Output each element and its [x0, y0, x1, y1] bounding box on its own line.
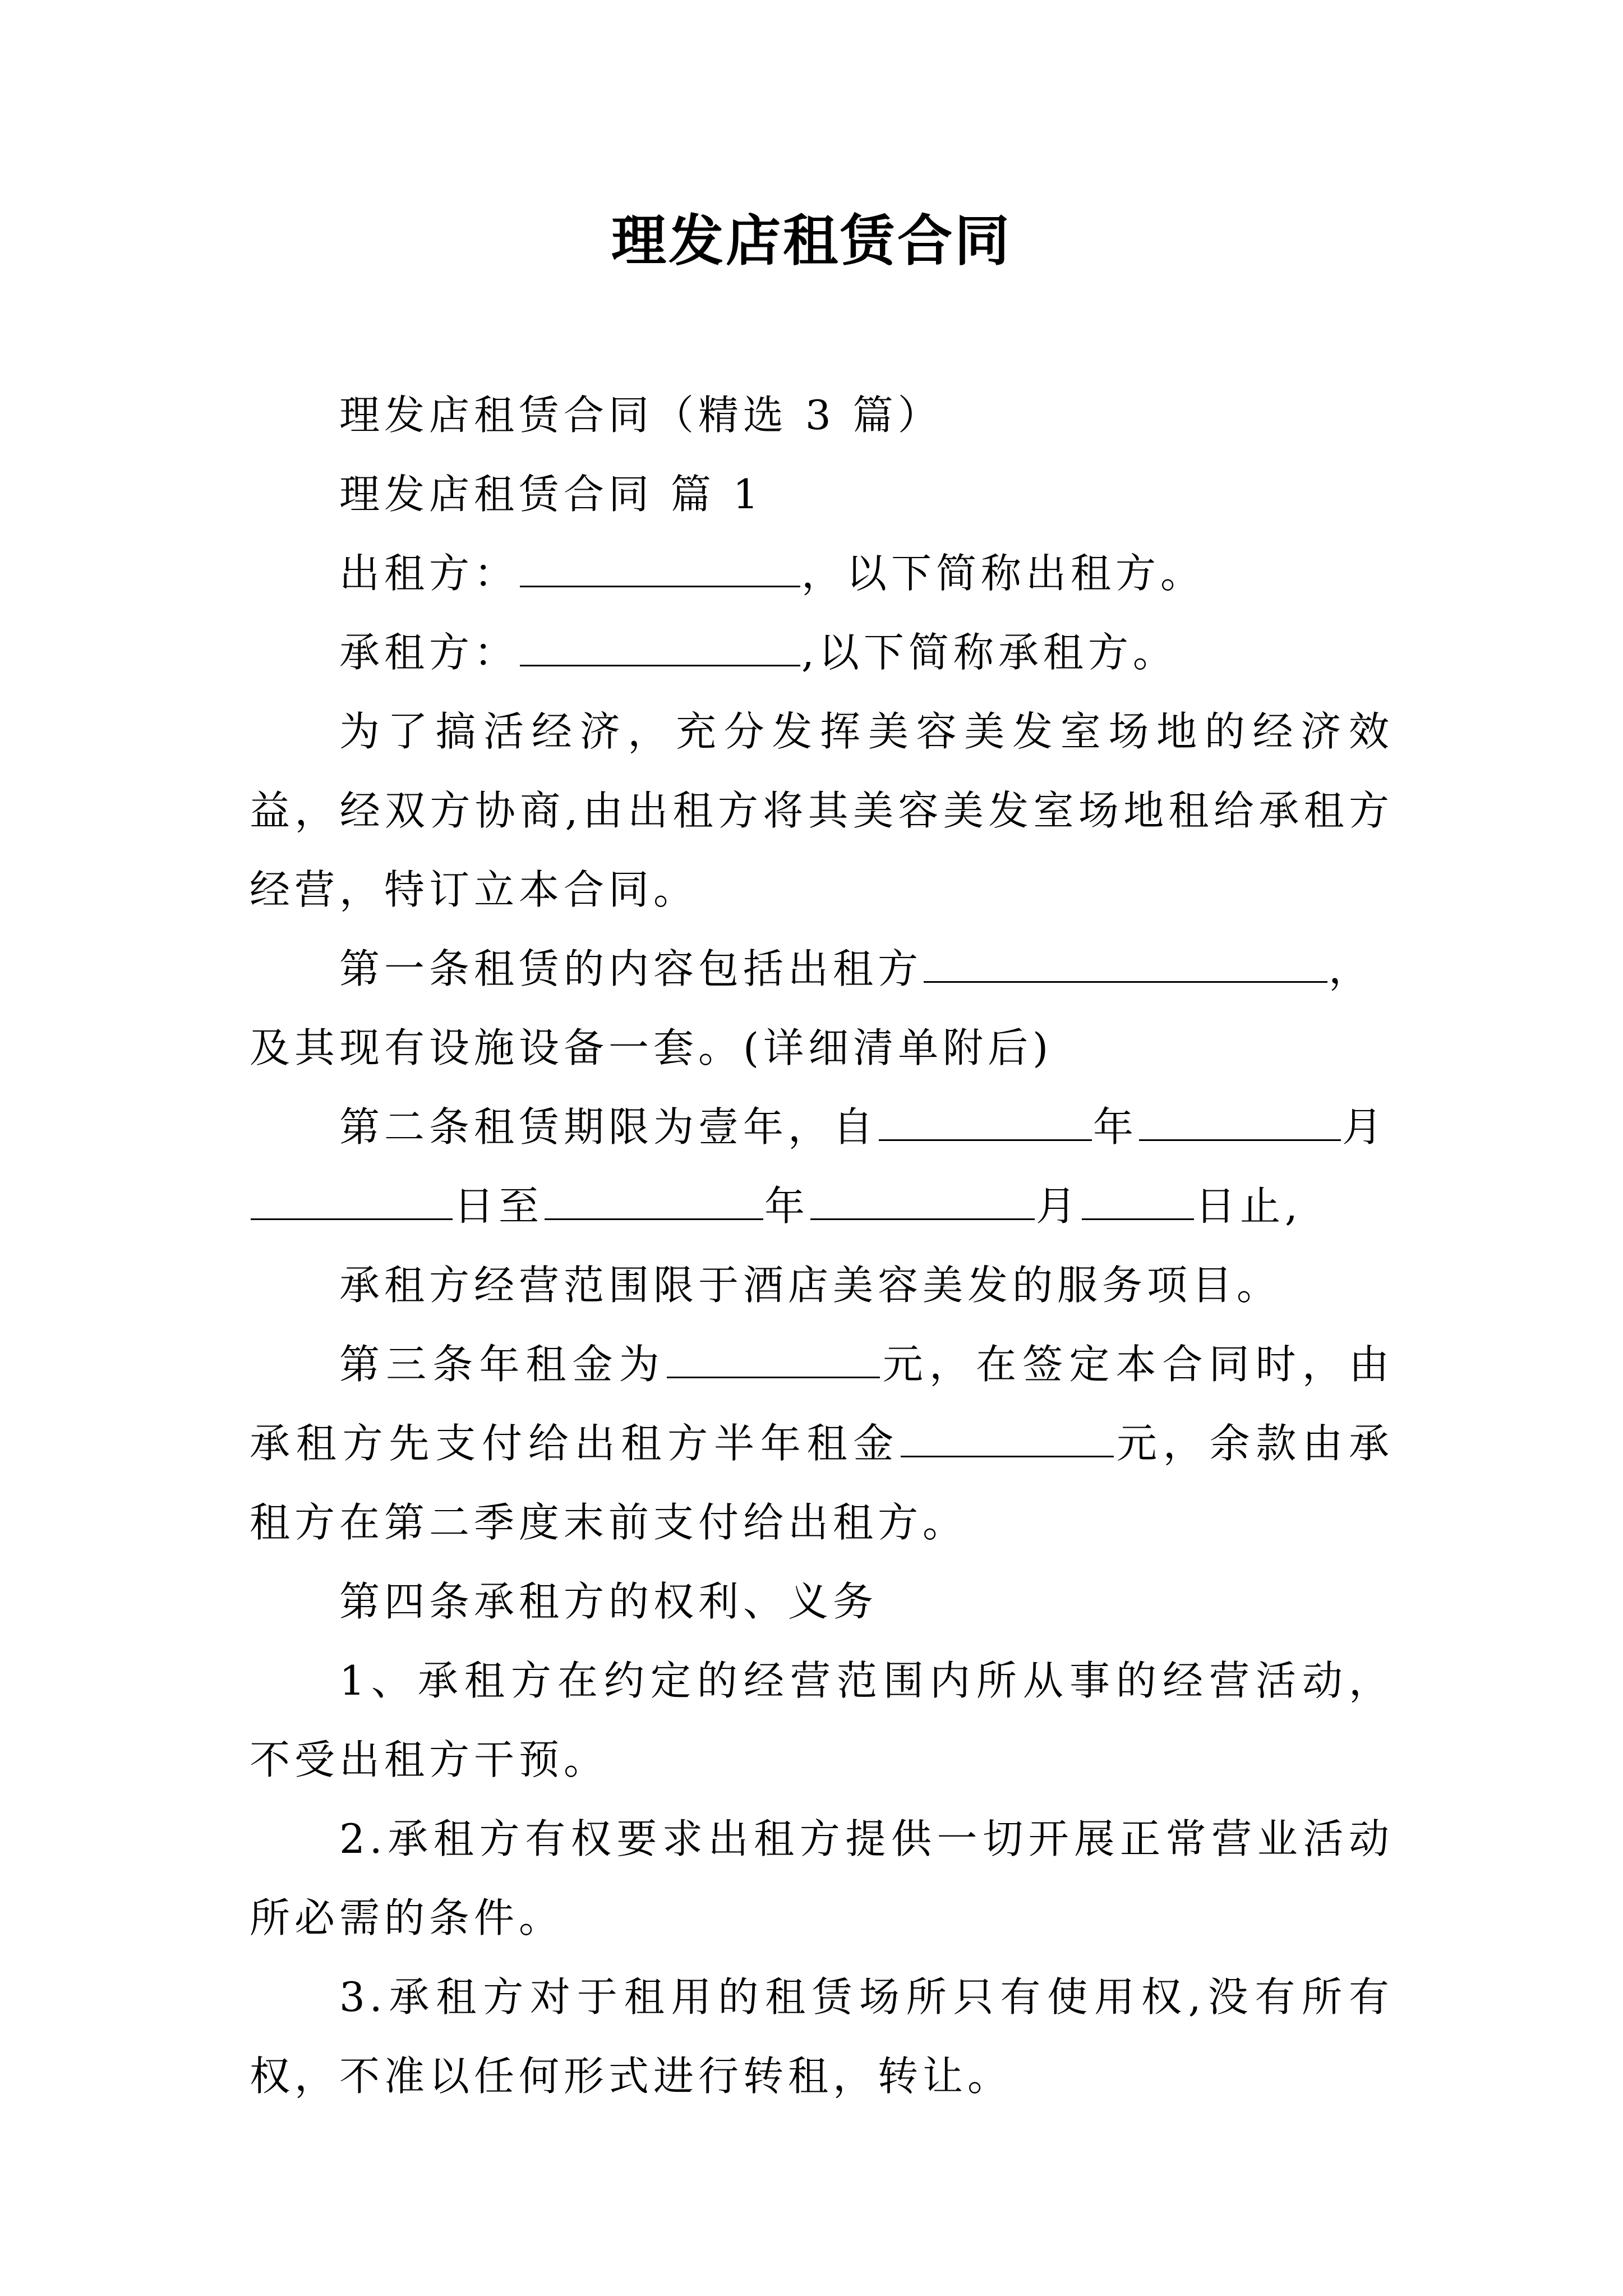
- lessor-blank: [520, 541, 800, 587]
- start-day-blank: [251, 1174, 453, 1220]
- document-body: [250, 376, 1394, 2116]
- article-3-end: 元，余款由承租方在第二季度末前支付给出租方。: [250, 1420, 1394, 1546]
- paragraph-clause-3: 3.承租方对于租用的租赁场所只有使用权,没有所有权，不准以任何形式进行转租，转让。: [250, 1973, 1394, 2100]
- document-title: 理发店租赁合同: [611, 209, 1012, 273]
- paragraph-purpose: 为了搞活经济，充分发挥美容美发室场地的经济效益，经双方协商,由出租方将其美容美发室场地租给承租方经营，特订立本合同。: [250, 708, 1394, 913]
- paragraph-article-2-continued: [250, 1167, 1394, 1246]
- paragraph-section-heading: 理发店租赁合同 篇 1: [339, 471, 763, 518]
- paragraph-lessee: [250, 613, 1394, 692]
- start-year-blank: [879, 1094, 1092, 1141]
- paragraph-clause-1: 1、承租方在约定的经营范围内所从事的经营活动，不受出租方干预。: [250, 1657, 1394, 1783]
- lessee-label: 承租方：: [339, 629, 519, 676]
- paragraph-subtitle: 理发店租赁合同（精选 3 篇）: [339, 392, 943, 439]
- half-year-rent-blank: [901, 1411, 1114, 1457]
- paragraph-article-2: [250, 1088, 1394, 1167]
- start-month-label: 月: [1342, 1103, 1387, 1151]
- end-year-label: 年: [764, 1182, 810, 1230]
- paragraph-lessor: [250, 534, 1394, 613]
- article-2-text: 第二条租赁期限为壹年，自: [339, 1103, 878, 1151]
- start-day-label: 日至: [454, 1182, 544, 1230]
- article-1-text: 第一条租赁的内容包括出租方: [339, 945, 923, 992]
- start-year-label: 年: [1093, 1103, 1138, 1151]
- paragraph-article-1: [250, 930, 1394, 1009]
- lessee-suffix: ,以下简称承租方。: [801, 629, 1178, 676]
- lessor-label: 出租方：: [339, 550, 519, 597]
- end-day-label: 日止,: [1195, 1182, 1302, 1230]
- end-year-blank: [545, 1174, 763, 1220]
- article-3-middle: 元，在签定本合同时，由承租方先支付给出租方半年租金: [250, 1341, 1394, 1467]
- article-1-comma: ，: [1329, 945, 1374, 992]
- end-month-label: 月: [1036, 1182, 1081, 1230]
- paragraph-business-scope: 承租方经营范围限于酒店美容美发的服务项目。: [339, 1262, 1282, 1309]
- end-month-blank: [810, 1174, 1035, 1220]
- end-day-blank: [1082, 1174, 1194, 1220]
- lessor-suffix: ，以下简称出租方。: [801, 550, 1206, 597]
- lessee-blank: [520, 620, 800, 666]
- article-1-blank: [924, 936, 1327, 983]
- annual-rent-blank: [667, 1332, 880, 1378]
- paragraph-article-3: [250, 1325, 1394, 1562]
- paragraph-article-4: 第四条承租方的权利、义务: [339, 1578, 878, 1625]
- paragraph-article-1-continued: 及其现有设施设备一套。(详细清单附后): [250, 1024, 1053, 1071]
- article-3-text: 第三条年租金为: [339, 1341, 666, 1388]
- paragraph-clause-2: 2.承租方有权要求出租方提供一切开展正常营业活动所必需的条件。: [250, 1815, 1394, 1941]
- start-month-blank: [1139, 1094, 1341, 1141]
